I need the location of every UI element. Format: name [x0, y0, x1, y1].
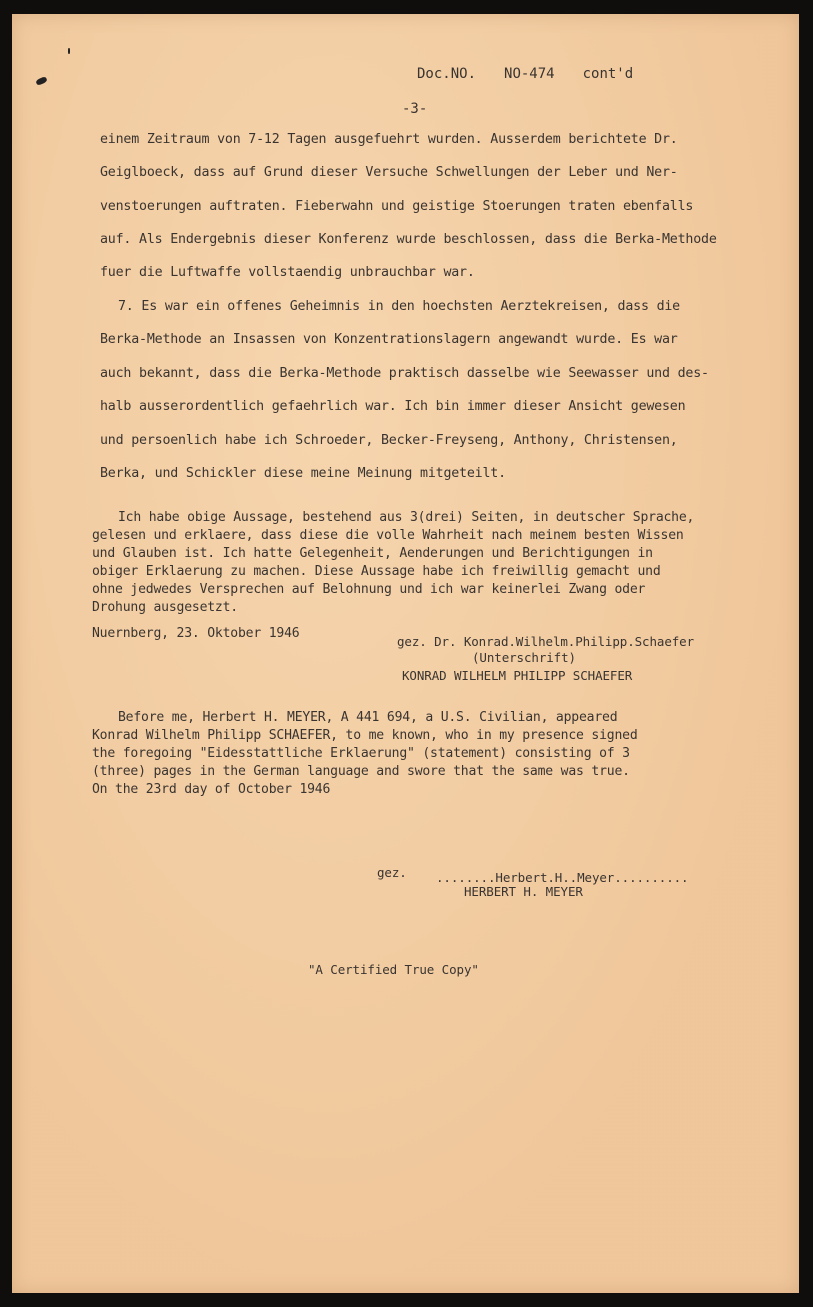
document-header — [417, 66, 633, 82]
text-line: Berka-Methode an Insassen von Konzentrationslagern angewandt wurde. Es war — [100, 332, 678, 347]
place-date: Nuernberg, 23. Oktober 1946 — [92, 626, 300, 641]
signed-name: gez. Dr. Konrad.Wilhelm.Philipp.Schaefer — [397, 634, 695, 649]
text-line: Berka, und Schickler diese meine Meinung mitgeteilt. — [100, 466, 506, 481]
ink-blot — [35, 76, 48, 86]
text-line: (three) pages in the German language and swore that the same was true. — [92, 764, 630, 779]
text-line: Before me, Herbert H. MEYER, A 441 694, a U.S. Civilian, appeared — [118, 710, 618, 725]
signature-caption: (Unterschrift) — [472, 650, 576, 665]
document-page — [12, 14, 799, 1293]
text-line: ohne jedwedes Versprechen auf Belohnung und ich war keinerlei Zwang oder — [92, 582, 646, 597]
page-number: -3- — [402, 101, 428, 117]
text-line: gelesen und erklaere, dass diese die volle Wahrheit nach meinem besten Wissen — [92, 528, 684, 543]
text-line: einem Zeitraum von 7-12 Tagen ausgefuehrt wurden. Ausserdem berichtete Dr. — [100, 132, 678, 147]
certifier-gez: gez. — [377, 865, 407, 880]
text-line: fuer die Luftwaffe vollstaendig unbrauchbar war. — [100, 265, 475, 280]
text-line: Konrad Wilhelm Philipp SCHAEFER, to me known, who in my presence signed — [92, 728, 638, 743]
certified-copy-label: "A Certified True Copy" — [308, 962, 479, 977]
text-line: venstoerungen auftraten. Fieberwahn und geistige Stoerungen traten ebenfalls — [100, 199, 694, 214]
text-line: 7. Es war ein offenes Geheimnis in den hoechsten Aerztekreisen, dass die — [118, 299, 680, 314]
text-line: Ich habe obige Aussage, bestehend aus 3(drei) Seiten, in deutscher Sprache, — [118, 510, 695, 525]
doc-number: NO-474 — [504, 66, 555, 82]
certifier-signed-name: ........Herbert.H..Meyer.......... — [436, 870, 689, 885]
contd-label: cont'd — [582, 66, 634, 82]
text-line: auch bekannt, dass die Berka-Methode praktisch dasselbe wie Seewasser und des- — [100, 366, 709, 381]
text-line: Drohung ausgesetzt. — [92, 600, 238, 615]
text-line: Geiglboeck, dass auf Grund dieser Versuche Schwellungen der Leber und Ner- — [100, 165, 678, 180]
certifier-typed-name: HERBERT H. MEYER — [464, 884, 583, 899]
text-line: halb ausserordentlich gefaehrlich war. Ich bin immer dieser Ansicht gewesen — [100, 399, 686, 414]
ink-mark — [68, 48, 70, 54]
text-line: und Glauben ist. Ich hatte Gelegenheit, Aenderungen und Berichtigungen in — [92, 546, 653, 561]
typed-signatory-name: KONRAD WILHELM PHILIPP SCHAEFER — [402, 668, 633, 683]
text-line: the foregoing "Eidesstattliche Erklaerung" (statement) consisting of 3 — [92, 746, 630, 761]
text-line: und persoenlich habe ich Schroeder, Becker-Freyseng, Anthony, Christensen, — [100, 433, 678, 448]
text-line: obiger Erklaerung zu machen. Diese Aussage habe ich freiwillig gemacht und — [92, 564, 661, 579]
text-line: auf. Als Endergebnis dieser Konferenz wurde beschlossen, dass die Berka-Methode — [100, 232, 717, 247]
text-line: On the 23rd day of October 1946 — [92, 782, 331, 797]
doc-label: Doc.NO. — [417, 66, 477, 82]
